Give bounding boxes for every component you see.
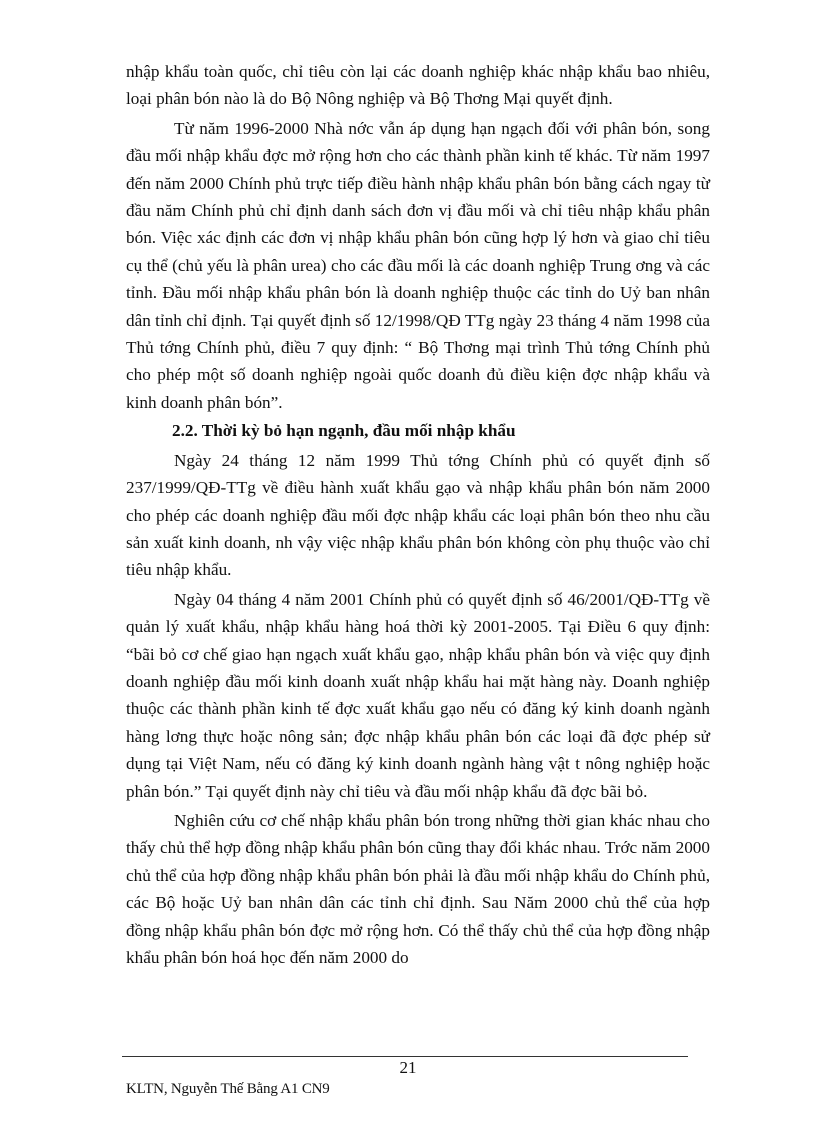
footer-divider [122,1056,688,1057]
paragraph-quota-period: Từ năm 1996-2000 Nhà nớc vẫn áp dụng hạn ngạch đối với phân bón, song đầu mối nhập khẩu đợc mở rộng hơn cho các thành phần kinh tế khác. Từ năm 1997 đến năm 2000 Chính phủ trực tiếp điều hành nhập khẩu phân bón bằng cách ngay từ đầu năm Chính phủ chỉ định danh sách đơn vị đầu mối và chỉ tiêu nhập khẩu phân bón. Việc xác định các đơn vị nhập khẩu phân bón cũng hợp lý hơn và giao chỉ tiêu cụ thể (chủ yếu là phân urea) cho các đầu mối là các doanh nghiệp Trung ơng và các tỉnh. Đầu mối nhập khẩu phân bón là doanh nghiệp thuộc các tỉnh do Uỷ ban nhân dân tỉnh chỉ định. Tại quyết định số 12/1998/QĐ TTg ngày 23 tháng 4 năm 1998 của Thủ tớng Chính phủ, điều 7 quy định: “ Bộ Thơng mại trình Thủ tớng Chính phủ cho phép một số doanh nghiệp ngoài quốc doanh đủ điều kiện đợc nhập khẩu và kinh doanh phân bón”. [126,118,710,412]
paragraph-contract-subject: Nghiên cứu cơ chế nhập khẩu phân bón trong những thời gian khác nhau cho thấy chủ thể hợp đồng nhập khẩu phân bón cũng thay đổi khác nhau. Trớc năm 2000 chủ thể của hợp đồng nhập khẩu phân bón phải là đầu mối nhập khẩu do Chính phủ, các Bộ hoặc Uỷ ban nhân dân các tỉnh chỉ định. Sau Năm 2000 chủ thể của hợp đồng nhập khẩu phân bón đợc mở rộng hơn. Có thể thấy chủ thể của hợp đồng nhập khẩu phân bón hoá học đến năm 2000 do [126,810,710,967]
section-heading: 2.2. Thời kỳ bỏ hạn ngạnh, đầu mối nhập khẩu [172,421,516,441]
paragraph-continuation: nhập khẩu toàn quốc, chỉ tiêu còn lại các doanh nghiệp khác nhập khẩu bao nhiêu, loại phân bón nào là do Bộ Nông nghiệp và Bộ Thơng Mại quyết định. [126,62,710,109]
paragraph-decision-2001: Ngày 04 tháng 4 năm 2001 Chính phủ có quyết định số 46/2001/QĐ-TTg về quản lý xuất khẩu, nhập khẩu hàng hoá thời kỳ 2001-2005. Tại Điều 6 quy định: “bãi bỏ cơ chế giao hạn ngạch xuất khẩu gạo, nhập khẩu phân bón và việc quy định doanh nghiệp đầu mối kinh doanh xuất nhập khẩu hai mặt hàng này. Doanh nghiệp thuộc các thành phần kinh tế đợc xuất khẩu gạo nếu có đăng ký kinh doanh ngành hàng lơng thực hoặc nông sản; đợc nhập khẩu phân bón các loại đã đợc phép sử dụng tại Việt Nam, nếu có đăng ký kinh doanh ngành hàng vật t nông nghiệp hoặc phân bón.” Tại quyết định này chỉ tiêu và đầu mối nhập khẩu đã đợc bãi bỏ. [126,589,710,801]
page-number: 21 [399,1058,417,1077]
page-body [126,58,710,971]
paragraph-decision-1999: Ngày 24 tháng 12 năm 1999 Thủ tớng Chính phủ có quyết định số 237/1999/QĐ-TTg về điều hành xuất khẩu gạo và nhập khẩu phân bón năm 2000 cho phép các doanh nghiệp đầu mối đợc nhập khẩu các loại phân bón theo nhu cầu sản xuất kinh doanh, nh vậy việc nhập khẩu phân bón không còn phụ thuộc vào chỉ tiêu nhập khẩu. [126,450,710,580]
footer-author: KLTN, Nguyễn Thế Bằng A1 CN9 [126,1081,330,1097]
